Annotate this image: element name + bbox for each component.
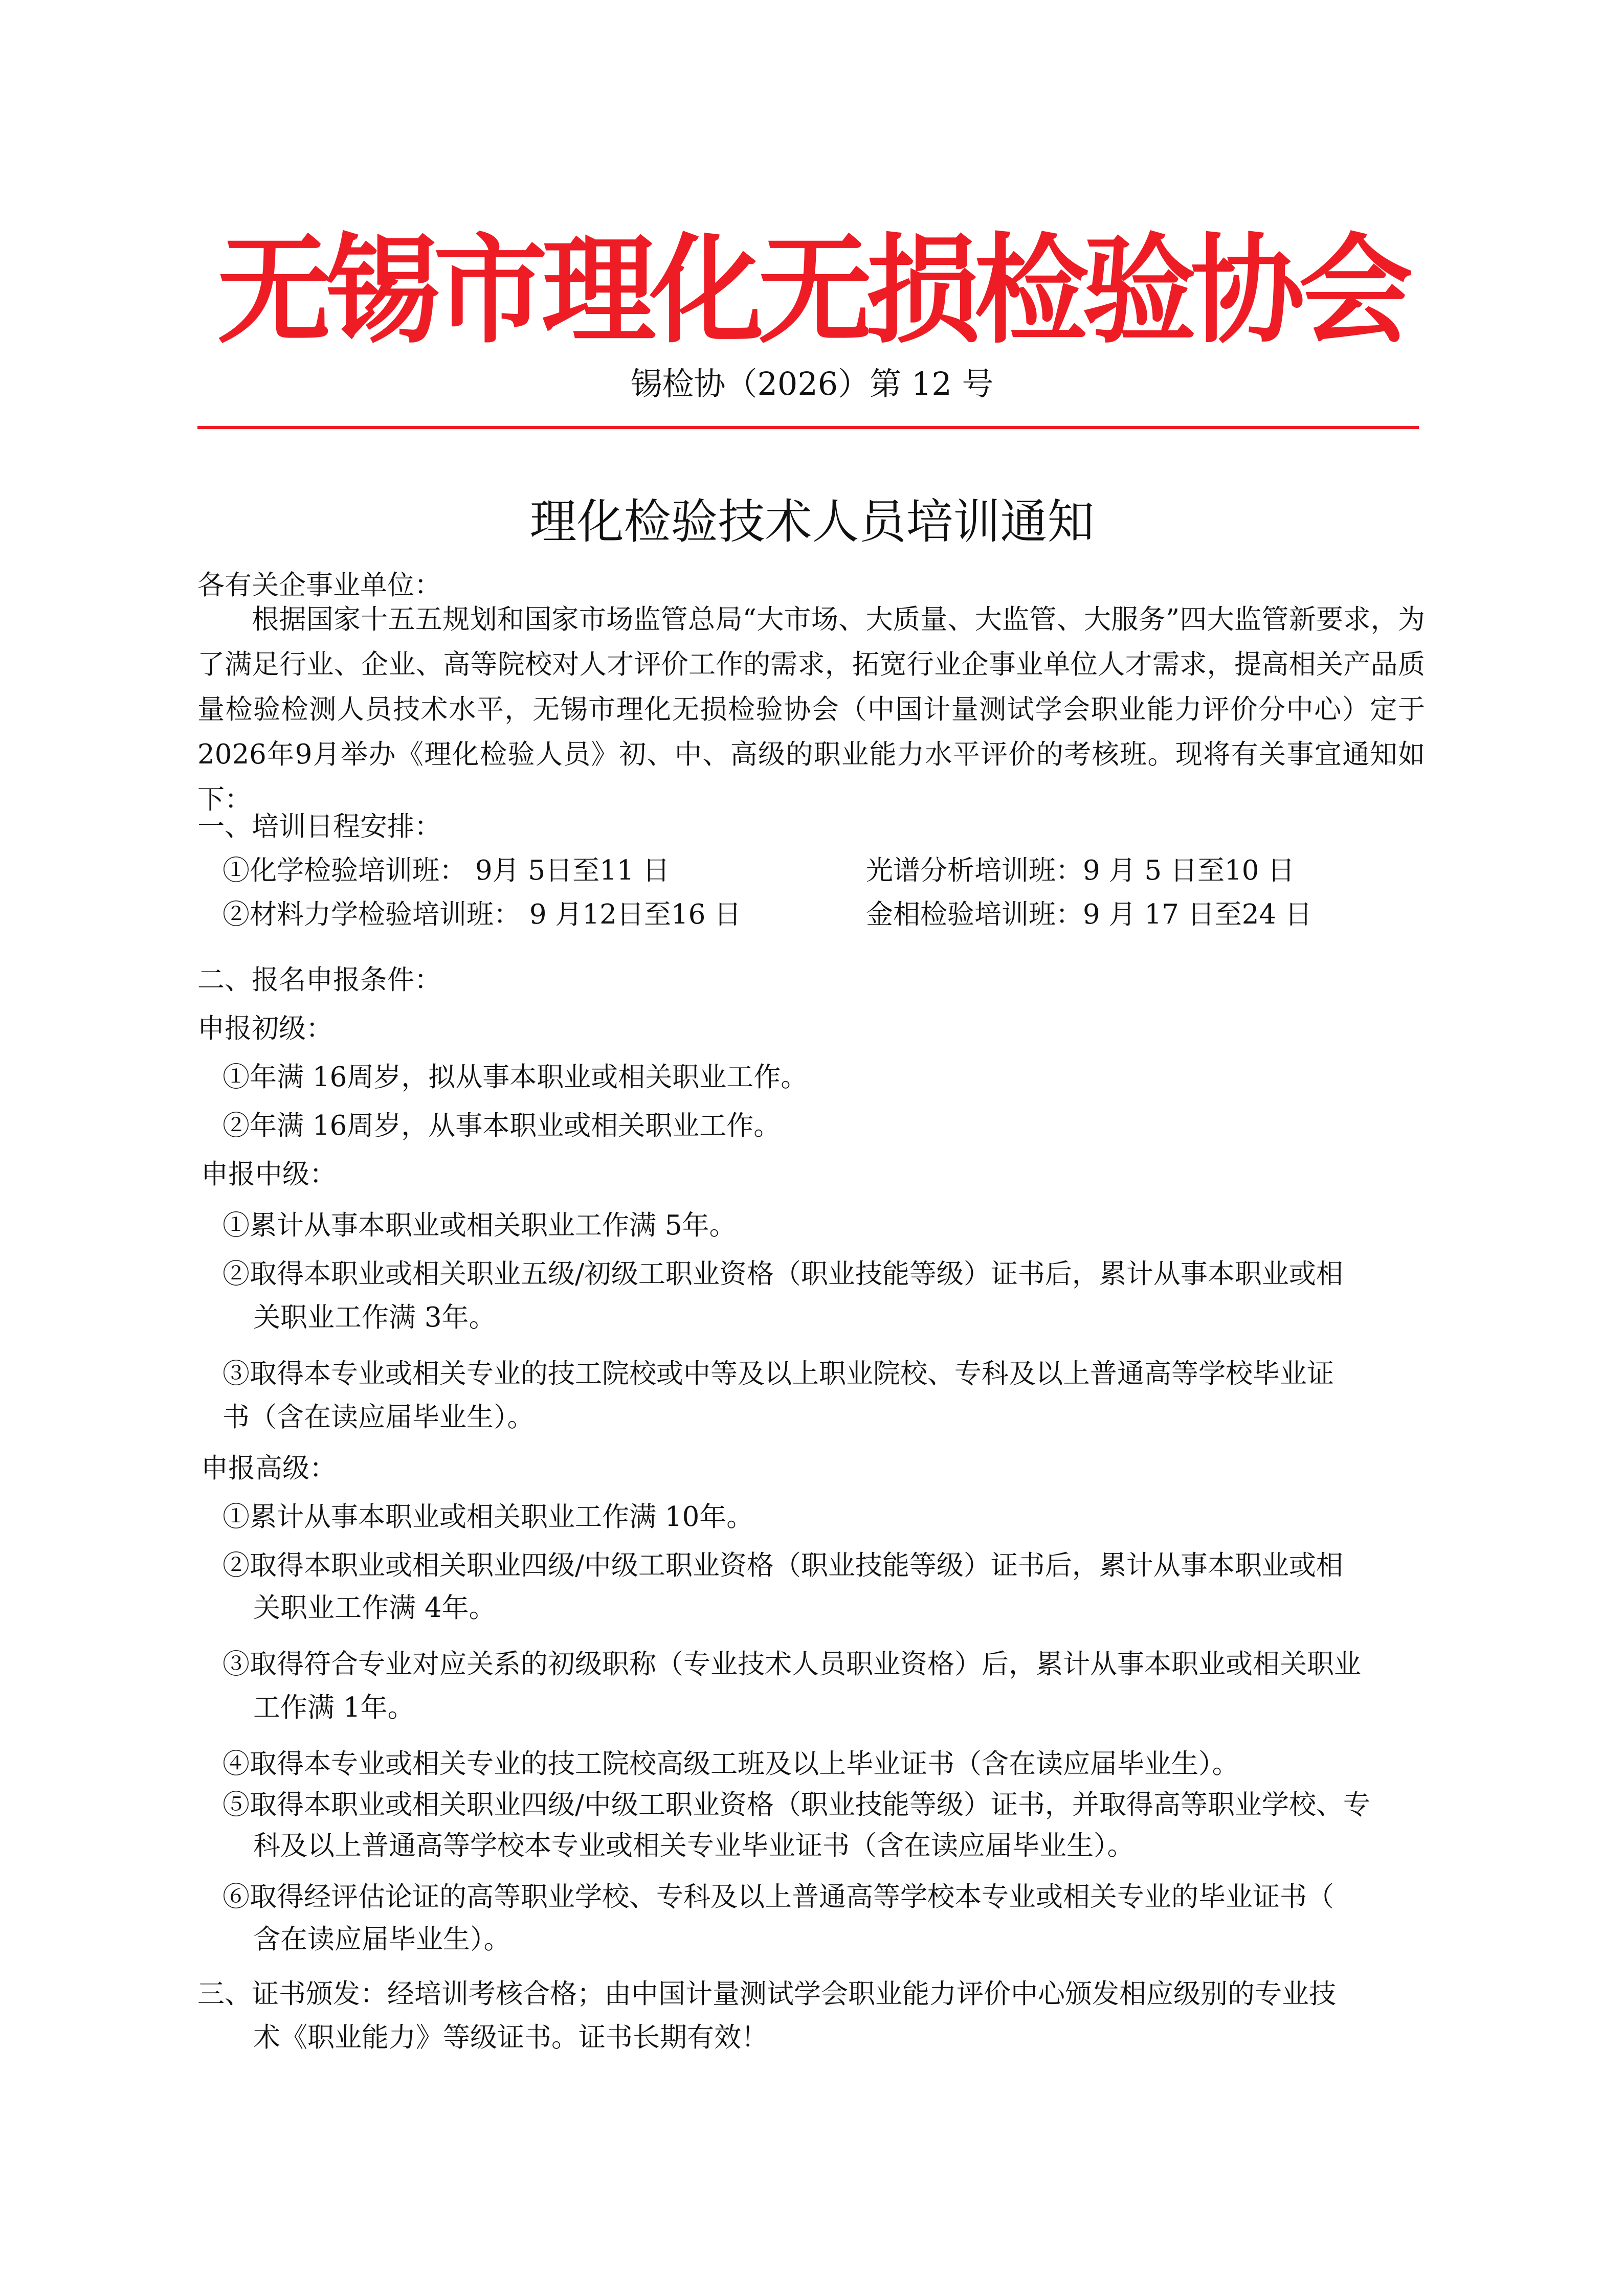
senior-item-continued: 工作满 1年。 — [253, 1692, 415, 1723]
intro-paragraph: 根据国家十五五规划和国家市场监管总局“大市场、大质量、大监管、大服务”四大监管新要求，为了满足行业、企业、高等院校对人才评价工作的需求，拓宽行业企事业单位人才需求，提高相关产品质量检验检测人员技术水平，无锡市理化无损检验协会（中国计量测试学会职业能力评价分中心）定于2026年9月举办《理化检验人员》初、中、高级的职业能力水平评价的考核班。现将有关事宜通知如下： — [197, 604, 1425, 815]
section2-heading: 二、报名申报条件： — [197, 964, 441, 996]
senior-label: 申报高级： — [201, 1453, 337, 1484]
section1-heading: 一、培训日程安排： — [197, 811, 441, 842]
intermediate-label: 申报中级： — [201, 1159, 337, 1190]
section3-line: 三、证书颁发：经培训考核合格；由中国计量测试学会职业能力评价中心颁发相应级别的专业技 — [197, 1978, 1336, 2010]
salutation: 各有关企事业单位： — [197, 570, 441, 601]
section3-line-continued: 术《职业能力》等级证书。证书长期有效！ — [253, 2022, 768, 2053]
schedule-item-spectral: 光谱分析培训班：9 月 5 日至10 日 — [866, 855, 1295, 886]
junior-item: ②年满 16周岁，从事本职业或相关职业工作。 — [223, 1110, 781, 1141]
senior-item: ④取得本专业或相关专业的技工院校高级工班及以上毕业证书（含在读应届毕业生）。 — [223, 1748, 1239, 1780]
senior-item: ③取得符合专业对应关系的初级职称（专业技术人员职业资格）后，累计从事本职业或相关职业 — [223, 1649, 1361, 1680]
junior-item: ①年满 16周岁，拟从事本职业或相关职业工作。 — [223, 1062, 808, 1093]
intermediate-item: ①累计从事本职业或相关职业工作满 5年。 — [223, 1210, 737, 1241]
intermediate-item-continued: 关职业工作满 3年。 — [253, 1302, 496, 1333]
organization-name-header: 无锡市理化无损检验协会 — [217, 223, 1407, 359]
intermediate-item: ③取得本专业或相关专业的技工院校或中等及以上职业院校、专科及以上普通高等学校毕业证 — [223, 1358, 1334, 1389]
document-number: 锡检协（2026）第 12 号 — [630, 365, 994, 402]
senior-item-continued: 含在读应届毕业生）。 — [253, 1924, 511, 1955]
document-title: 理化检验技术人员培训通知 — [529, 494, 1095, 549]
senior-item: ⑥取得经评估论证的高等职业学校、专科及以上普通高等学校本专业或相关专业的毕业证书（ — [223, 1881, 1334, 1912]
senior-item: ②取得本职业或相关职业四级/中级工职业资格（职业技能等级）证书后，累计从事本职业或相 — [223, 1550, 1343, 1581]
senior-item: ⑤取得本职业或相关职业四级/中级工职业资格（职业技能等级）证书，并取得高等职业学校、专 — [223, 1789, 1370, 1820]
intermediate-item: ②取得本职业或相关职业五级/初级工职业资格（职业技能等级）证书后，累计从事本职业或相 — [223, 1258, 1343, 1290]
senior-item-continued: 科及以上普通高等学校本专业或相关专业毕业证书（含在读应届毕业生）。 — [253, 1830, 1134, 1861]
red-divider-line — [197, 426, 1419, 429]
senior-item: ①累计从事本职业或相关职业工作满 10年。 — [223, 1501, 754, 1533]
junior-label: 申报初级： — [197, 1013, 333, 1044]
schedule-item-metallography: 金相检验培训班：9 月 17 日至24 日 — [866, 899, 1312, 930]
senior-item-continued: 关职业工作满 4年。 — [253, 1592, 496, 1624]
intermediate-item-continued: 书（含在读应届毕业生）。 — [223, 1402, 535, 1433]
schedule-item-mechanics: ②材料力学检验培训班： 9 月12日至16 日 — [223, 899, 742, 930]
schedule-item-chemistry: ①化学检验培训班： 9月 5日至11 日 — [223, 855, 670, 886]
